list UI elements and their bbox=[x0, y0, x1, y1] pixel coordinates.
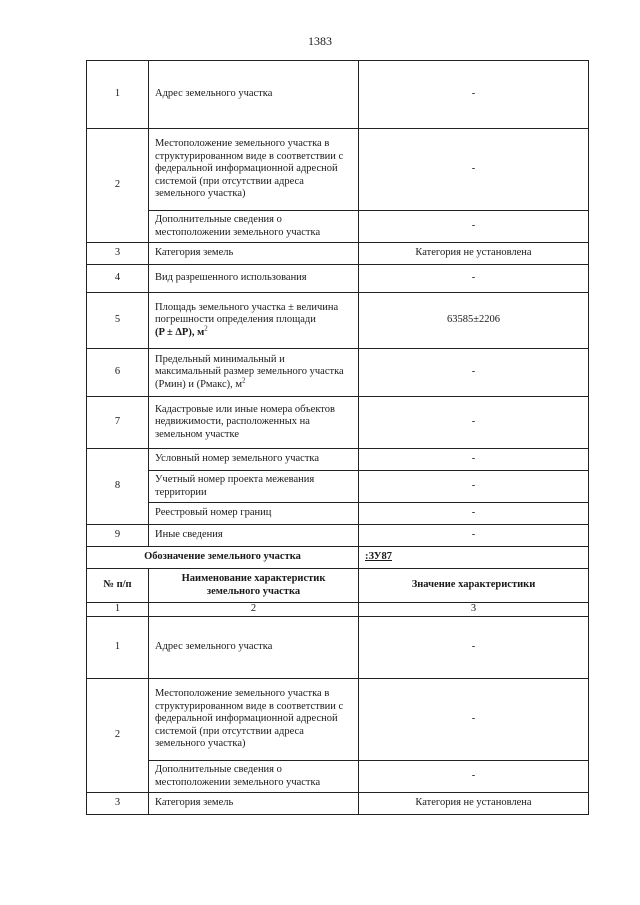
table-row bbox=[87, 761, 589, 793]
row-number: 1 bbox=[87, 61, 149, 129]
area-formula: (P ± ΔP), м bbox=[155, 326, 205, 338]
header-value: Значение характеристики bbox=[359, 569, 589, 603]
characteristic-value: - bbox=[359, 471, 589, 503]
unit-exponent: 2 bbox=[204, 324, 208, 333]
characteristic-name: Дополнительные сведения о местоположении земельного участка bbox=[149, 211, 359, 243]
unit-exponent: 2 bbox=[242, 376, 246, 385]
characteristic-name: Местоположение земельного участка в структурированном виде в соответствии с федеральной информационной адресной системой (при отсутствии адреса земельного участка) bbox=[149, 679, 359, 761]
table-row bbox=[87, 617, 589, 679]
characteristic-name: Учетный номер проекта межевания территории bbox=[149, 471, 359, 503]
table-row bbox=[87, 61, 589, 129]
row-number: 5 bbox=[87, 293, 149, 349]
characteristic-value: - bbox=[359, 397, 589, 449]
characteristic-name: Дополнительные сведения о местоположении земельного участка bbox=[149, 761, 359, 793]
characteristic-value: - bbox=[359, 211, 589, 243]
page-number: 1383 bbox=[308, 34, 332, 48]
table-row bbox=[87, 129, 589, 211]
table-row bbox=[87, 793, 589, 815]
table-row bbox=[87, 449, 589, 471]
column-number: 2 bbox=[149, 603, 359, 617]
characteristic-value: 63585±2206 bbox=[359, 293, 589, 349]
characteristic-value: - bbox=[359, 265, 589, 293]
characteristic-value: - bbox=[359, 61, 589, 129]
characteristic-value: - bbox=[359, 129, 589, 211]
row-number: 3 bbox=[87, 243, 149, 265]
row-number: 8 bbox=[87, 449, 149, 525]
column-number: 1 bbox=[87, 603, 149, 617]
characteristic-value: - bbox=[359, 761, 589, 793]
row-number: 1 bbox=[87, 617, 149, 679]
characteristic-value: - bbox=[359, 503, 589, 525]
table-row bbox=[87, 471, 589, 503]
designation-value: :ЗУ87 bbox=[359, 547, 589, 569]
header-row bbox=[87, 569, 589, 603]
characteristic-name: Реестровый номер границ bbox=[149, 503, 359, 525]
characteristic-name: Адрес земельного участка bbox=[149, 617, 359, 679]
row-number: 3 bbox=[87, 793, 149, 815]
characteristic-value: - bbox=[359, 349, 589, 397]
table-row bbox=[87, 525, 589, 547]
characteristic-value: Категория не установлена bbox=[359, 793, 589, 815]
characteristic-name: Местоположение земельного участка в структурированном виде в соответствии с федеральной информационной адресной системой (при отсутствии адреса земельного участка) bbox=[149, 129, 359, 211]
characteristic-name bbox=[149, 293, 359, 349]
characteristic-name: Адрес земельного участка bbox=[149, 61, 359, 129]
characteristic-name: Кадастровые или иные номера объектов недвижимости, расположенных на земельном участке bbox=[149, 397, 359, 449]
row-number: 9 bbox=[87, 525, 149, 547]
column-number-row bbox=[87, 603, 589, 617]
row-number: 7 bbox=[87, 397, 149, 449]
table-row bbox=[87, 265, 589, 293]
table-row bbox=[87, 293, 589, 349]
header-num: № п/п bbox=[87, 569, 149, 603]
size-label: Предельный минимальный и максимальный размер земельного участка (Рмин) и (Рмакс), м bbox=[155, 353, 344, 390]
row-number: 4 bbox=[87, 265, 149, 293]
row-number: 6 bbox=[87, 349, 149, 397]
characteristic-value: Категория не установлена bbox=[359, 243, 589, 265]
table-row bbox=[87, 679, 589, 761]
table-row bbox=[87, 211, 589, 243]
characteristic-name: Категория земель bbox=[149, 793, 359, 815]
characteristic-value: - bbox=[359, 617, 589, 679]
row-number: 2 bbox=[87, 679, 149, 793]
land-plot-table bbox=[86, 60, 589, 815]
table-row bbox=[87, 243, 589, 265]
characteristic-value: - bbox=[359, 525, 589, 547]
characteristic-value: - bbox=[359, 679, 589, 761]
row-number: 2 bbox=[87, 129, 149, 243]
characteristic-name: Вид разрешенного использования bbox=[149, 265, 359, 293]
characteristic-name bbox=[149, 349, 359, 397]
header-name: Наименование характеристик земельного участка bbox=[149, 569, 359, 603]
designation-label: Обозначение земельного участка bbox=[87, 547, 359, 569]
table-row bbox=[87, 503, 589, 525]
characteristic-name: Иные сведения bbox=[149, 525, 359, 547]
table-row bbox=[87, 397, 589, 449]
column-number: 3 bbox=[359, 603, 589, 617]
table-row bbox=[87, 349, 589, 397]
characteristic-name: Категория земель bbox=[149, 243, 359, 265]
area-label: Площадь земельного участка ± величина погрешности определения площади bbox=[155, 301, 339, 326]
characteristic-value: - bbox=[359, 449, 589, 471]
characteristic-name: Условный номер земельного участка bbox=[149, 449, 359, 471]
designation-row bbox=[87, 547, 589, 569]
